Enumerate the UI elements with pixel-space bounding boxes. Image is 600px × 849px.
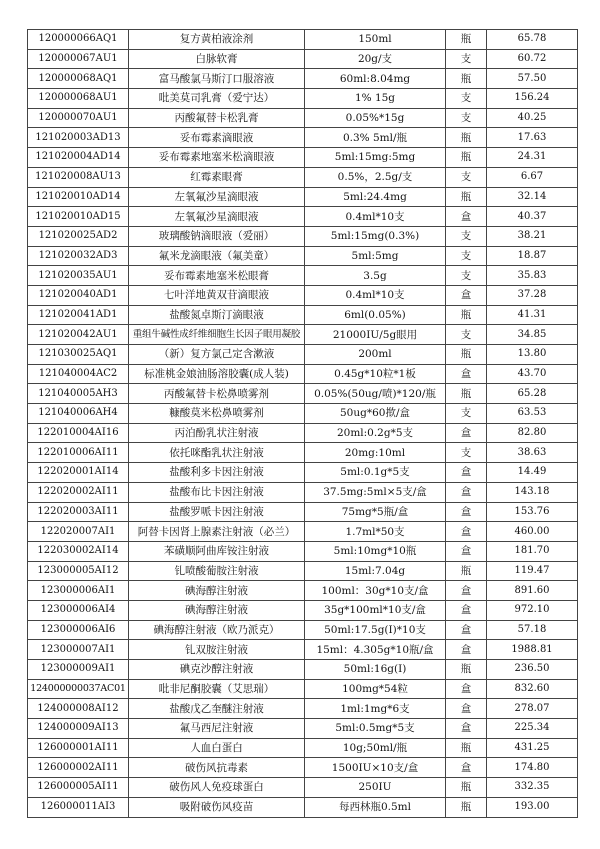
drug-unit-cell: 瓶	[446, 305, 487, 325]
drug-code-cell: 124000009AI13	[28, 719, 129, 739]
drug-name-cell: 碘海醇注射液（欧乃派克）	[129, 620, 305, 640]
drug-code-cell: 121020003AD13	[28, 128, 129, 148]
drug-spec-cell: 5ml:0.1g*5支	[305, 463, 446, 483]
drug-name-cell: 左氧氟沙星滴眼液	[129, 187, 305, 207]
drug-price-cell: 14.49	[487, 463, 578, 483]
drug-unit-cell: 盒	[446, 502, 487, 522]
table-row	[28, 719, 578, 739]
drug-code-cell: 121040004AC2	[28, 364, 129, 384]
drug-spec-cell: 100ml：30g*10支/盒	[305, 581, 446, 601]
drug-name-cell: 盐酸罗哌卡因注射液	[129, 502, 305, 522]
drug-name-cell: 妥布霉素地塞米松眼膏	[129, 266, 305, 286]
drug-spec-cell: 20g/支	[305, 49, 446, 69]
drug-code-cell: 121020041AD1	[28, 305, 129, 325]
drug-name-cell: 吡美莫司乳膏（爱宁达）	[129, 89, 305, 109]
drug-code-cell: 120000070AU1	[28, 108, 129, 128]
drug-name-cell: 破伤风人免疫球蛋白	[129, 778, 305, 798]
drug-price-cell: 225.34	[487, 719, 578, 739]
drug-code-cell: 121020042AU1	[28, 325, 129, 345]
drug-name-cell: 白脉软膏	[129, 49, 305, 69]
table-row	[28, 325, 578, 345]
drug-name-cell: 苯磺顺阿曲库铵注射液	[129, 541, 305, 561]
drug-spec-cell: 5ml:15mg(0.3%)	[305, 226, 446, 246]
table-row	[28, 423, 578, 443]
drug-unit-cell: 盒	[446, 482, 487, 502]
drug-code-cell: 120000068AQ1	[28, 69, 129, 89]
drug-code-cell: 122020003AI11	[28, 502, 129, 522]
drug-unit-cell: 瓶	[446, 69, 487, 89]
drug-price-cell: 832.60	[487, 679, 578, 699]
table-row	[28, 49, 578, 69]
drug-code-cell: 123000005AI12	[28, 561, 129, 581]
drug-spec-cell: 37.5mg:5ml×5支/盒	[305, 482, 446, 502]
drug-code-cell: 123000006AI6	[28, 620, 129, 640]
drug-spec-cell: 0.4ml*10支	[305, 207, 446, 227]
table-row	[28, 541, 578, 561]
drug-name-cell: 糠酸莫米松鼻喷雾剂	[129, 404, 305, 424]
drug-price-cell: 35.83	[487, 266, 578, 286]
drug-name-cell: 七叶洋地黄双苷滴眼液	[129, 285, 305, 305]
drug-name-cell: 玻璃酸钠滴眼液（爱丽）	[129, 226, 305, 246]
table-row	[28, 660, 578, 680]
drug-code-cell: 126000011AI3	[28, 797, 129, 817]
drug-price-cell: 82.80	[487, 423, 578, 443]
drug-name-cell: 依托咪酯乳状注射液	[129, 443, 305, 463]
drug-name-cell: 复方黄柏液涂剂	[129, 30, 305, 50]
table-body	[28, 30, 578, 818]
drug-spec-cell: 20ml:0.2g*5支	[305, 423, 446, 443]
drug-unit-cell: 盒	[446, 719, 487, 739]
drug-code-cell: 122030002AI14	[28, 541, 129, 561]
table-row	[28, 797, 578, 817]
drug-price-cell: 972.10	[487, 600, 578, 620]
drug-price-cell: 65.28	[487, 384, 578, 404]
drug-spec-cell: 20mg:10ml	[305, 443, 446, 463]
drug-unit-cell: 盒	[446, 581, 487, 601]
drug-code-cell: 124000000037AC01	[28, 679, 129, 699]
drug-name-cell: 红霉素眼膏	[129, 167, 305, 187]
drug-spec-cell: 0.45g*10粒*1板	[305, 364, 446, 384]
drug-unit-cell: 盒	[446, 600, 487, 620]
drug-price-cell: 143.18	[487, 482, 578, 502]
drug-unit-cell: 支	[446, 443, 487, 463]
drug-unit-cell: 支	[446, 89, 487, 109]
drug-price-cell: 38.63	[487, 443, 578, 463]
drug-spec-cell: 150ml	[305, 30, 446, 50]
drug-code-cell: 126000001AI11	[28, 738, 129, 758]
drug-spec-cell: 75mg*5瓶/盒	[305, 502, 446, 522]
drug-spec-cell: 每西林瓶0.5ml	[305, 797, 446, 817]
drug-unit-cell: 支	[446, 226, 487, 246]
drug-unit-cell: 支	[446, 266, 487, 286]
drug-price-cell: 63.53	[487, 404, 578, 424]
drug-price-table	[27, 29, 578, 818]
drug-name-cell: 氟马西尼注射液	[129, 719, 305, 739]
drug-spec-cell: 5ml:24.4mg	[305, 187, 446, 207]
drug-code-cell: 123000007AI1	[28, 640, 129, 660]
drug-name-cell: 左氧氟沙星滴眼液	[129, 207, 305, 227]
table-row	[28, 226, 578, 246]
drug-unit-cell: 支	[446, 108, 487, 128]
drug-price-cell: 57.50	[487, 69, 578, 89]
drug-code-cell: 121040006AH4	[28, 404, 129, 424]
drug-name-cell: 碘海醇注射液	[129, 581, 305, 601]
drug-unit-cell: 支	[446, 246, 487, 266]
drug-code-cell: 121020040AD1	[28, 285, 129, 305]
table-row	[28, 482, 578, 502]
drug-spec-cell: 0.5%，2.5g/支	[305, 167, 446, 187]
table-row	[28, 305, 578, 325]
drug-name-cell: 氟米龙滴眼液（氟美童）	[129, 246, 305, 266]
drug-spec-cell: 5ml:0.5mg*5支	[305, 719, 446, 739]
drug-spec-cell: 0.4ml*10支	[305, 285, 446, 305]
drug-unit-cell: 支	[446, 404, 487, 424]
table-row	[28, 738, 578, 758]
drug-code-cell: 120000068AU1	[28, 89, 129, 109]
drug-unit-cell: 盒	[446, 423, 487, 443]
drug-spec-cell: 5ml:5mg	[305, 246, 446, 266]
drug-code-cell: 123000006AI4	[28, 600, 129, 620]
drug-price-cell: 17.63	[487, 128, 578, 148]
drug-price-cell: 41.31	[487, 305, 578, 325]
drug-code-cell: 124000008AI12	[28, 699, 129, 719]
drug-spec-cell: 100mg*54粒	[305, 679, 446, 699]
drug-price-cell: 193.00	[487, 797, 578, 817]
table-row	[28, 600, 578, 620]
drug-price-cell: 37.28	[487, 285, 578, 305]
drug-name-cell: 丙酸氟替卡松鼻喷雾剂	[129, 384, 305, 404]
drug-spec-cell: 1ml:1mg*6支	[305, 699, 446, 719]
drug-code-cell: 120000066AQ1	[28, 30, 129, 50]
drug-spec-cell: 0.05%*15g	[305, 108, 446, 128]
drug-price-cell: 65.78	[487, 30, 578, 50]
drug-name-cell: 吸附破伤风疫苗	[129, 797, 305, 817]
table-row	[28, 561, 578, 581]
table-row	[28, 502, 578, 522]
table-row	[28, 187, 578, 207]
drug-price-cell: 278.07	[487, 699, 578, 719]
table-row	[28, 108, 578, 128]
drug-name-cell: 盐酸利多卡因注射液	[129, 463, 305, 483]
drug-code-cell: 122020001AI14	[28, 463, 129, 483]
drug-spec-cell: 250IU	[305, 778, 446, 798]
table-row	[28, 285, 578, 305]
drug-unit-cell: 盒	[446, 640, 487, 660]
drug-price-cell: 40.37	[487, 207, 578, 227]
drug-code-cell: 122010006AI11	[28, 443, 129, 463]
table-row	[28, 679, 578, 699]
table-row	[28, 207, 578, 227]
drug-code-cell: 121020010AD14	[28, 187, 129, 207]
drug-price-cell: 431.25	[487, 738, 578, 758]
table-row	[28, 443, 578, 463]
drug-price-cell: 43.70	[487, 364, 578, 384]
drug-unit-cell: 瓶	[446, 148, 487, 168]
drug-unit-cell: 瓶	[446, 797, 487, 817]
drug-price-cell: 119.47	[487, 561, 578, 581]
drug-spec-cell: 3.5g	[305, 266, 446, 286]
table-row	[28, 246, 578, 266]
drug-code-cell: 121020035AU1	[28, 266, 129, 286]
drug-name-cell: 盐酸氮卓斯汀滴眼液	[129, 305, 305, 325]
drug-name-cell: 丙泊酚乳状注射液	[129, 423, 305, 443]
drug-unit-cell: 瓶	[446, 738, 487, 758]
drug-unit-cell: 瓶	[446, 187, 487, 207]
table-row	[28, 30, 578, 50]
drug-price-cell: 332.35	[487, 778, 578, 798]
drug-spec-cell: 0.3% 5ml/瓶	[305, 128, 446, 148]
drug-price-cell: 236.50	[487, 660, 578, 680]
drug-name-cell: 碘海醇注射液	[129, 600, 305, 620]
table-row	[28, 384, 578, 404]
drug-name-cell: 妥布霉素滴眼液	[129, 128, 305, 148]
drug-name-cell: 人血白蛋白	[129, 738, 305, 758]
drug-spec-cell: 1% 15g	[305, 89, 446, 109]
drug-unit-cell: 瓶	[446, 778, 487, 798]
drug-unit-cell: 支	[446, 167, 487, 187]
table-row	[28, 522, 578, 542]
table-row	[28, 345, 578, 365]
drug-spec-cell: 10g;50ml/瓶	[305, 738, 446, 758]
drug-code-cell: 121020010AD15	[28, 207, 129, 227]
drug-code-cell: 121030025AQ1	[28, 345, 129, 365]
drug-spec-cell: 5ml:10mg*10瓶	[305, 541, 446, 561]
drug-spec-cell: 0.05%(50ug/喷)*120/瓶	[305, 384, 446, 404]
table-row	[28, 640, 578, 660]
drug-unit-cell: 盒	[446, 758, 487, 778]
drug-name-cell: 碘克沙醇注射液	[129, 660, 305, 680]
table-row	[28, 778, 578, 798]
drug-code-cell: 121020008AU13	[28, 167, 129, 187]
table-row	[28, 266, 578, 286]
drug-code-cell: 123000006AI1	[28, 581, 129, 601]
table-row	[28, 69, 578, 89]
drug-spec-cell: 1.7ml*50支	[305, 522, 446, 542]
drug-name-cell: 盐酸布比卡因注射液	[129, 482, 305, 502]
drug-unit-cell: 盒	[446, 463, 487, 483]
drug-spec-cell: 50ml:16g(I)	[305, 660, 446, 680]
drug-price-cell: 34.85	[487, 325, 578, 345]
drug-spec-cell: 60ml:8.04mg	[305, 69, 446, 89]
drug-spec-cell: 200ml	[305, 345, 446, 365]
drug-name-cell: 妥布霉素地塞米松滴眼液	[129, 148, 305, 168]
drug-unit-cell: 瓶	[446, 30, 487, 50]
drug-spec-cell: 6ml(0.05%)	[305, 305, 446, 325]
drug-spec-cell: 50ug*60揿/盒	[305, 404, 446, 424]
drug-code-cell: 126000005AI11	[28, 778, 129, 798]
drug-unit-cell: 盒	[446, 207, 487, 227]
table-row	[28, 463, 578, 483]
drug-price-cell: 60.72	[487, 49, 578, 69]
drug-price-cell: 6.67	[487, 167, 578, 187]
drug-price-cell: 156.24	[487, 89, 578, 109]
drug-price-cell: 891.60	[487, 581, 578, 601]
drug-price-cell: 18.87	[487, 246, 578, 266]
drug-unit-cell: 瓶	[446, 384, 487, 404]
drug-unit-cell: 盒	[446, 620, 487, 640]
drug-unit-cell: 盒	[446, 699, 487, 719]
drug-unit-cell: 瓶	[446, 345, 487, 365]
table-row	[28, 699, 578, 719]
drug-code-cell: 126000002AI11	[28, 758, 129, 778]
drug-price-cell: 24.31	[487, 148, 578, 168]
table-row	[28, 581, 578, 601]
drug-unit-cell: 瓶	[446, 660, 487, 680]
table-row	[28, 758, 578, 778]
table-row	[28, 167, 578, 187]
drug-price-cell: 1988.81	[487, 640, 578, 660]
drug-name-cell: 重组牛碱性成纤维细胞生长因子眼用凝胶	[129, 325, 305, 345]
drug-code-cell: 121020025AD2	[28, 226, 129, 246]
table-row	[28, 620, 578, 640]
drug-spec-cell: 50ml:17.5g(I)*10支	[305, 620, 446, 640]
drug-name-cell: （新）复方氯己定含漱液	[129, 345, 305, 365]
drug-price-cell: 32.14	[487, 187, 578, 207]
drug-name-cell: 吡非尼酮胶囊（艾思瑞）	[129, 679, 305, 699]
drug-unit-cell: 盒	[446, 285, 487, 305]
table-row	[28, 364, 578, 384]
drug-code-cell: 121020032AD3	[28, 246, 129, 266]
table-row	[28, 128, 578, 148]
drug-spec-cell: 15ml：4.305g*10瓶/盒	[305, 640, 446, 660]
drug-unit-cell: 盒	[446, 522, 487, 542]
drug-price-cell: 460.00	[487, 522, 578, 542]
drug-price-cell: 40.25	[487, 108, 578, 128]
drug-name-cell: 破伤风抗毒素	[129, 758, 305, 778]
drug-unit-cell: 支	[446, 49, 487, 69]
table-row	[28, 148, 578, 168]
table-row	[28, 89, 578, 109]
drug-price-cell: 153.76	[487, 502, 578, 522]
table-row	[28, 404, 578, 424]
drug-name-cell: 阿替卡因肾上腺素注射液（必兰）	[129, 522, 305, 542]
drug-spec-cell: 21000IU/5g眼用	[305, 325, 446, 345]
drug-code-cell: 123000009AI1	[28, 660, 129, 680]
drug-spec-cell: 1500IU×10支/盒	[305, 758, 446, 778]
drug-unit-cell: 盒	[446, 541, 487, 561]
drug-spec-cell: 35g*100ml*10支/盒	[305, 600, 446, 620]
drug-price-cell: 13.80	[487, 345, 578, 365]
drug-price-cell: 174.80	[487, 758, 578, 778]
drug-name-cell: 盐酸戊乙奎醚注射液	[129, 699, 305, 719]
drug-name-cell: 标准桃金娘油肠溶胶囊(成人装)	[129, 364, 305, 384]
drug-code-cell: 122020002AI11	[28, 482, 129, 502]
drug-code-cell: 120000067AU1	[28, 49, 129, 69]
drug-unit-cell: 支	[446, 325, 487, 345]
drug-spec-cell: 5ml:15mg:5mg	[305, 148, 446, 168]
drug-price-cell: 38.21	[487, 226, 578, 246]
drug-name-cell: 钆双胺注射液	[129, 640, 305, 660]
drug-price-cell: 181.70	[487, 541, 578, 561]
drug-code-cell: 122010004AI16	[28, 423, 129, 443]
drug-code-cell: 121020004AD14	[28, 148, 129, 168]
drug-unit-cell: 瓶	[446, 128, 487, 148]
drug-name-cell: 丙酸氟替卡松乳膏	[129, 108, 305, 128]
drug-code-cell: 122020007AI1	[28, 522, 129, 542]
drug-unit-cell: 盒	[446, 679, 487, 699]
drug-unit-cell: 盒	[446, 364, 487, 384]
drug-spec-cell: 15ml:7.04g	[305, 561, 446, 581]
drug-name-cell: 富马酸氯马斯汀口服溶液	[129, 69, 305, 89]
drug-code-cell: 121040005AH3	[28, 384, 129, 404]
drug-name-cell: 钆喷酸葡胺注射液	[129, 561, 305, 581]
drug-price-cell: 57.18	[487, 620, 578, 640]
drug-unit-cell: 瓶	[446, 561, 487, 581]
